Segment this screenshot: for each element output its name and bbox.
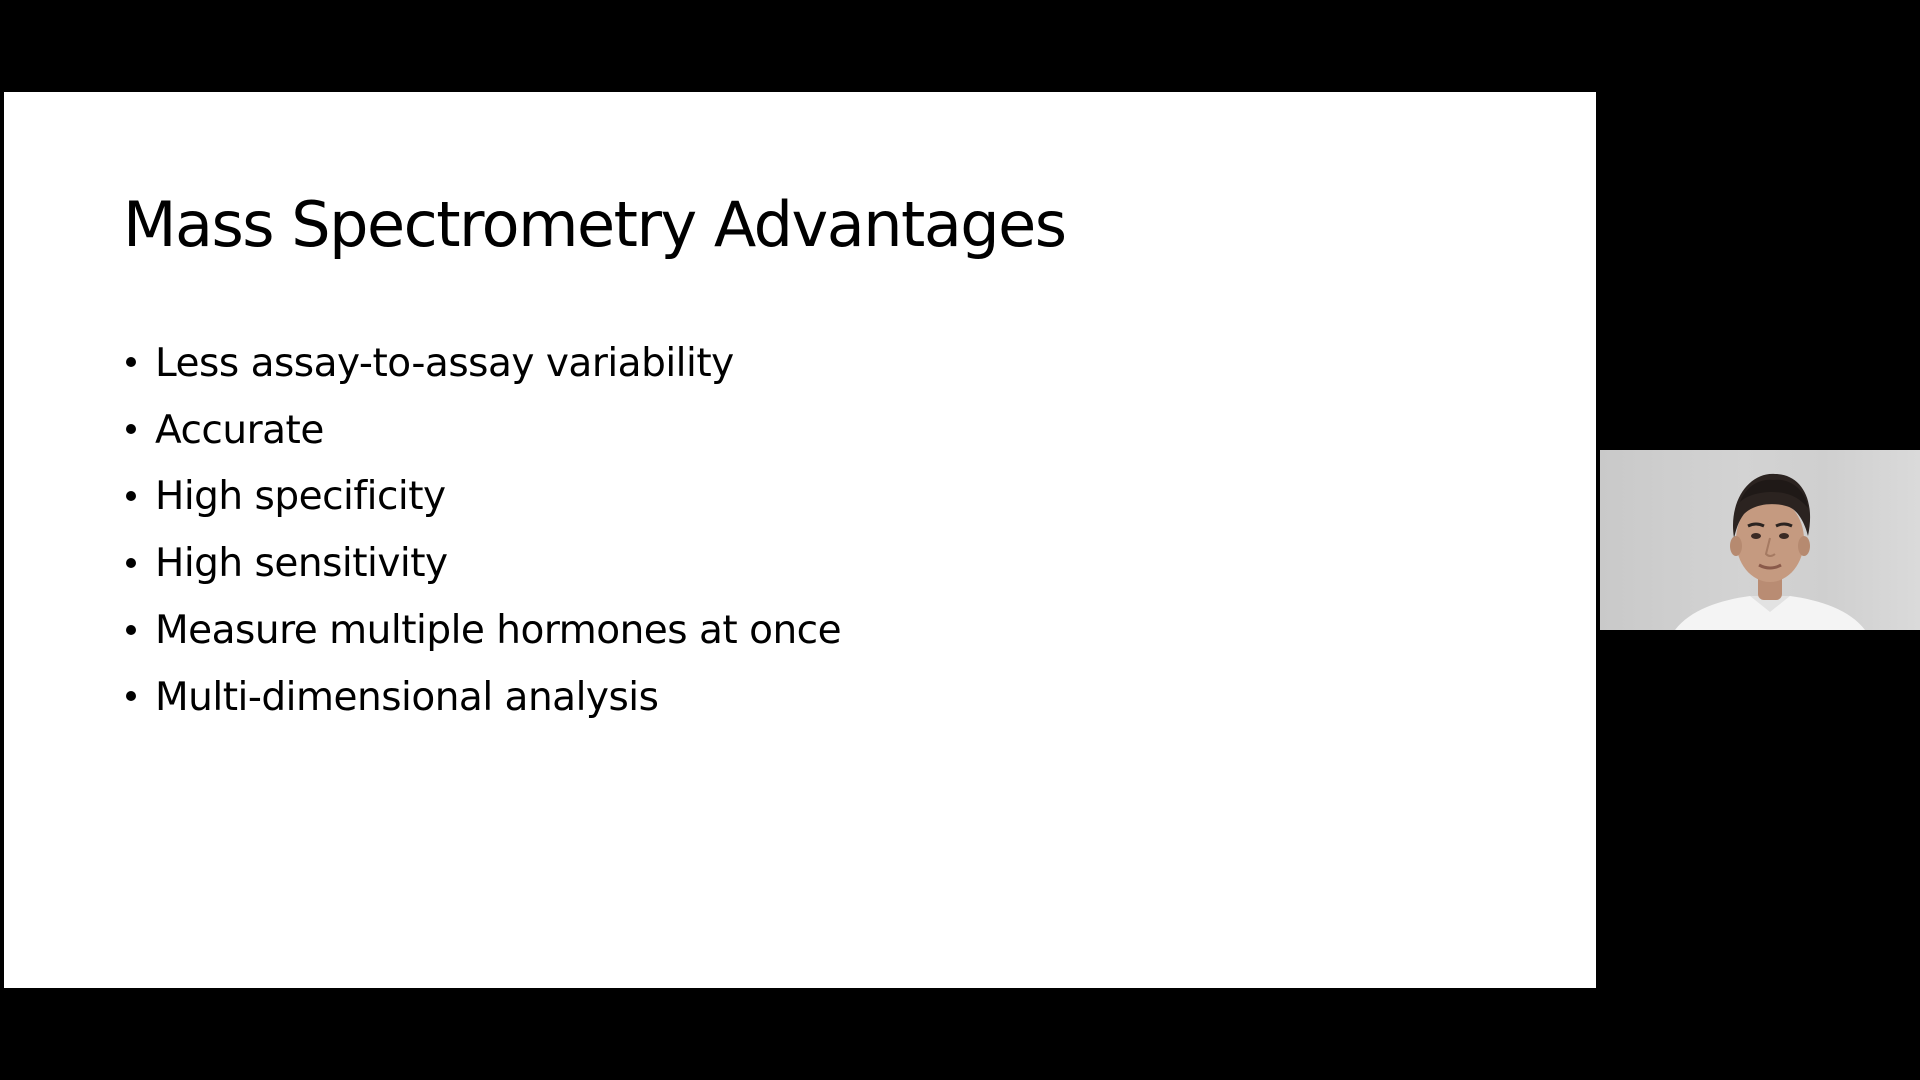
bullet-item bbox=[122, 330, 841, 397]
bullet-dot-icon bbox=[126, 424, 136, 434]
bullet-text: Measure multiple hormones at once bbox=[155, 608, 842, 654]
bullet-text: Less assay-to-assay variability bbox=[155, 340, 734, 386]
bullet-dot-icon bbox=[126, 691, 136, 701]
slide-title: Mass Spectrometry Advantages bbox=[123, 188, 1066, 261]
bullet-list bbox=[122, 330, 841, 731]
bullet-text: High sensitivity bbox=[155, 541, 448, 587]
bullet-text: Multi-dimensional analysis bbox=[155, 674, 659, 720]
bullet-text: Accurate bbox=[155, 407, 324, 453]
bullet-item bbox=[122, 530, 841, 597]
bullet-dot-icon bbox=[126, 625, 136, 635]
bullet-text: High specificity bbox=[155, 474, 446, 520]
bullet-item bbox=[122, 664, 841, 731]
presenter-avatar-icon bbox=[1600, 450, 1920, 630]
bullet-dot-icon bbox=[126, 491, 136, 501]
presenter-video-tile[interactable] bbox=[1600, 450, 1920, 630]
bullet-dot-icon bbox=[126, 357, 136, 367]
bullet-item bbox=[122, 464, 841, 531]
bullet-item bbox=[122, 397, 841, 464]
bullet-item bbox=[122, 597, 841, 664]
bullet-dot-icon bbox=[126, 558, 136, 568]
